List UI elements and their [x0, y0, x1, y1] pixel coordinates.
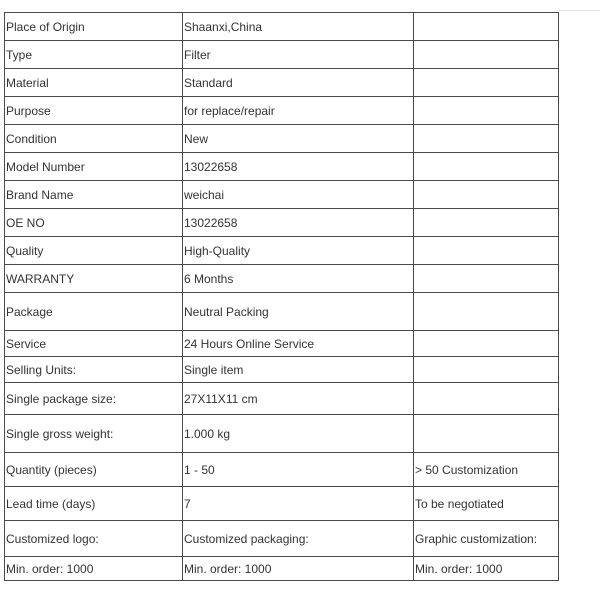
spec-extra [414, 153, 559, 181]
spec-label: Single gross weight: [5, 415, 183, 453]
spec-value: Shaanxi,China [183, 13, 414, 41]
spec-value: Min. order: 1000 [183, 557, 414, 581]
table-row-lead-time [5, 487, 559, 521]
spec-extra: Min. order: 1000 [414, 557, 559, 581]
spec-extra [414, 209, 559, 237]
table-row-purpose [5, 97, 559, 125]
spec-label: Condition [5, 125, 183, 153]
spec-value: Standard [183, 69, 414, 97]
table-row-min-order [5, 557, 559, 581]
spec-label: WARRANTY [5, 265, 183, 293]
spec-value: 13022658 [183, 209, 414, 237]
spec-value: 6 Months [183, 265, 414, 293]
table-row-gross-weight [5, 415, 559, 453]
spec-value: 24 Hours Online Service [183, 331, 414, 357]
spec-value: New [183, 125, 414, 153]
spec-label: Brand Name [5, 181, 183, 209]
spec-value: Neutral Packing [183, 293, 414, 331]
spec-extra [414, 237, 559, 265]
table-row-selling-units [5, 357, 559, 383]
spec-label: Purpose [5, 97, 183, 125]
spec-value: High-Quality [183, 237, 414, 265]
spec-label: Model Number [5, 153, 183, 181]
table-row-warranty [5, 265, 559, 293]
top-divider [558, 10, 600, 11]
spec-extra [414, 293, 559, 331]
table-row-condition [5, 125, 559, 153]
spec-label: Package [5, 293, 183, 331]
table-row-package [5, 293, 559, 331]
spec-label: Service [5, 331, 183, 357]
spec-extra [414, 97, 559, 125]
spec-extra: > 50 Customization [414, 453, 559, 487]
spec-label: Min. order: 1000 [5, 557, 183, 581]
table-row-service [5, 331, 559, 357]
table-row-package-size [5, 383, 559, 415]
spec-value: Customized packaging: [183, 521, 414, 557]
spec-extra [414, 181, 559, 209]
table-row-type [5, 41, 559, 69]
table-row-quality [5, 237, 559, 265]
spec-value: Filter [183, 41, 414, 69]
product-spec-table [4, 12, 559, 581]
spec-extra: To be negotiated [414, 487, 559, 521]
spec-value: 1.000 kg [183, 415, 414, 453]
spec-extra [414, 415, 559, 453]
spec-label: Single package size: [5, 383, 183, 415]
spec-value: 1 - 50 [183, 453, 414, 487]
spec-table-body [5, 13, 559, 581]
table-row-quantity [5, 453, 559, 487]
spec-label: Type [5, 41, 183, 69]
spec-label: OE NO [5, 209, 183, 237]
table-row-customization [5, 521, 559, 557]
spec-extra [414, 331, 559, 357]
spec-extra: Graphic customization: [414, 521, 559, 557]
spec-label: Place of Origin [5, 13, 183, 41]
spec-label: Quality [5, 237, 183, 265]
spec-extra [414, 357, 559, 383]
table-row-brand-name [5, 181, 559, 209]
table-row-place-of-origin [5, 13, 559, 41]
spec-label: Material [5, 69, 183, 97]
spec-value: 7 [183, 487, 414, 521]
spec-label: Quantity (pieces) [5, 453, 183, 487]
spec-extra [414, 69, 559, 97]
table-row-model-number [5, 153, 559, 181]
spec-extra [414, 125, 559, 153]
spec-extra [414, 41, 559, 69]
spec-value: Single item [183, 357, 414, 383]
table-row-material [5, 69, 559, 97]
spec-extra [414, 265, 559, 293]
spec-extra [414, 13, 559, 41]
table-row-oe-no [5, 209, 559, 237]
spec-label: Lead time (days) [5, 487, 183, 521]
spec-value: weichai [183, 181, 414, 209]
spec-label: Customized logo: [5, 521, 183, 557]
spec-value: for replace/repair [183, 97, 414, 125]
spec-value: 13022658 [183, 153, 414, 181]
spec-label: Selling Units: [5, 357, 183, 383]
spec-value: 27X11X11 cm [183, 383, 414, 415]
spec-extra [414, 383, 559, 415]
